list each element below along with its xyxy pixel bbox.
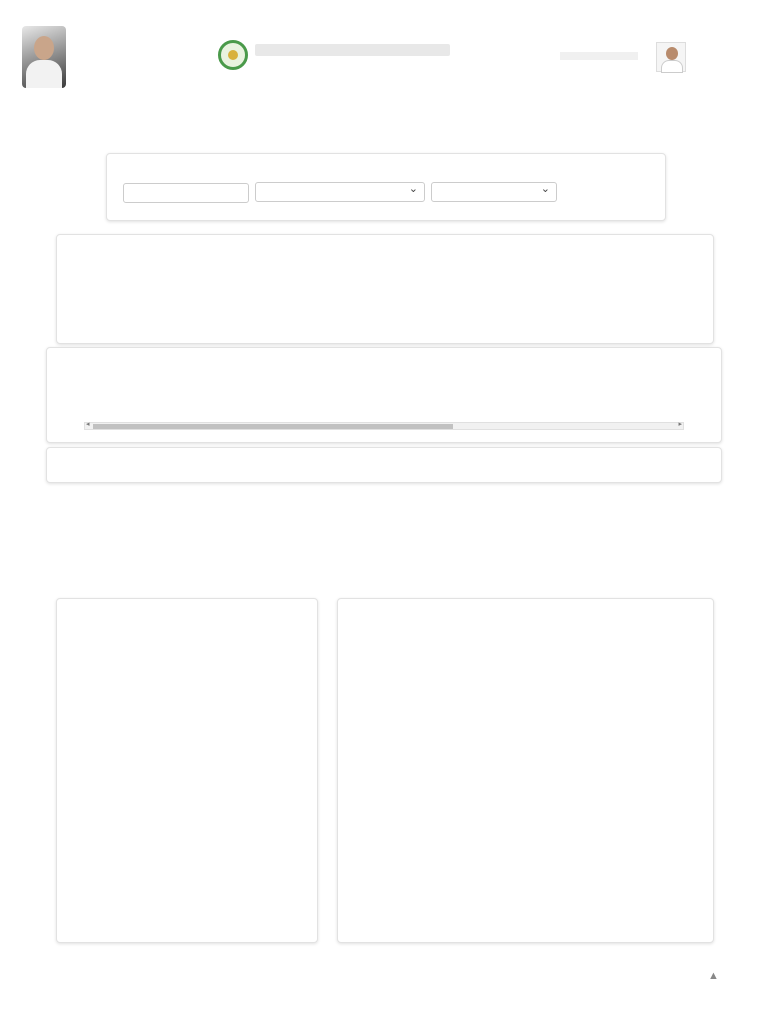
- scroll-left-icon[interactable]: ◂: [86, 421, 90, 428]
- eligibility-calculator-card: [337, 598, 714, 943]
- telugu-banner-right: [560, 52, 638, 60]
- leader-portrait: [22, 26, 66, 88]
- year-select[interactable]: [431, 182, 557, 202]
- scroll-right-icon[interactable]: ▸: [678, 421, 682, 428]
- state-emblem-logo: [218, 40, 248, 70]
- citizen-details-card: [56, 234, 714, 344]
- telugu-banner-text: [255, 44, 450, 56]
- aadhaar-input[interactable]: [123, 183, 249, 203]
- cm-portrait: [656, 42, 686, 72]
- print-header: [0, 10, 768, 24]
- scroll-to-top-icon[interactable]: ▲: [708, 970, 719, 982]
- schemes-info-card: [46, 447, 722, 483]
- scrollbar-thumb[interactable]: [93, 424, 453, 429]
- scheme-type-select[interactable]: [255, 182, 425, 202]
- search-form-card: [106, 153, 666, 221]
- application-status-card: [56, 598, 318, 943]
- family-table-scrollbar[interactable]: [84, 422, 684, 430]
